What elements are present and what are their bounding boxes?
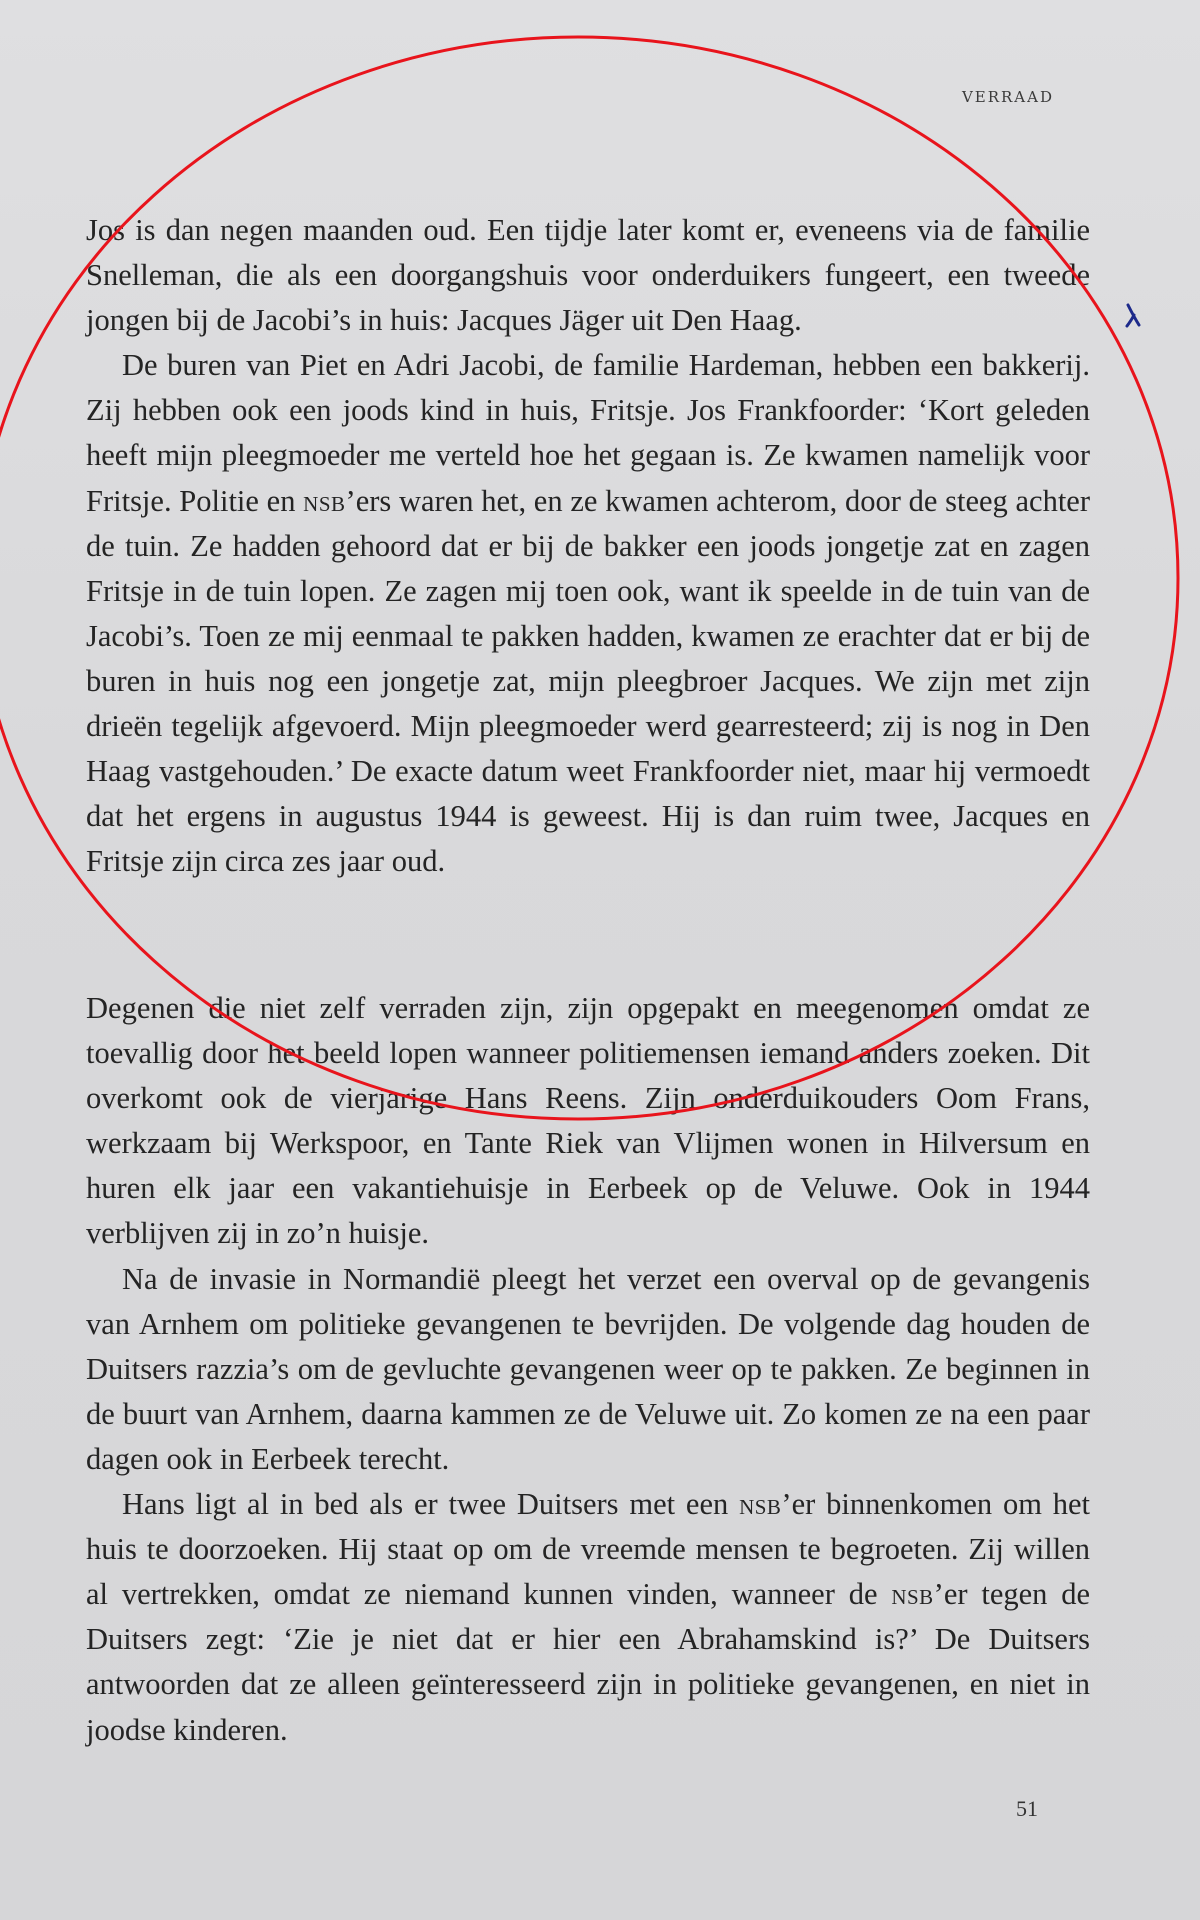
page-number: 51 (1016, 1796, 1038, 1821)
paragraph-5-part-1: Hans ligt al in bed als er twee Duitsers met een (122, 1487, 740, 1522)
nsb-abbreviation: nsb (739, 1487, 782, 1522)
pen-check-mark-icon (1124, 302, 1146, 328)
paragraph-2 (86, 343, 1090, 884)
text-block-1 (86, 208, 1090, 884)
paragraph-5 (86, 1482, 1090, 1753)
nsb-abbreviation: nsb (303, 483, 346, 518)
running-head: VERRAAD (961, 88, 1054, 106)
nsb-abbreviation: nsb (891, 1577, 934, 1612)
paragraph-1: Jos is dan negen maanden oud. Een tijdje later komt er, eveneens via de familie Snelleman, die als een doorgangshuis voor onderduikers fungeert, een tweede jongen bij de Jacobi’s in huis: Jacques Jäger uit Den Haag. (86, 213, 1090, 338)
paragraph-5-part-3: ’er tegen de Duitsers zegt: ‘Zie je niet dat er hier een Abrahamskind is?’ De Duitsers antwoorden dat ze alleen geïnteresseerd zijn in politieke gevangenen, en niet in joodse kinderen. (86, 1577, 1091, 1747)
paragraph-2-part-1: De buren van Piet en Adri Jacobi, de familie Hardeman, hebben een bakkerij. Zij hebben ook een joods kind in huis, Fritsje. Jos Frankfoorder: ‘Kort geleden heeft mijn pleegmoeder me verteld hoe het gegaan is. Ze kwamen namelijk voor Fritsje. Politie en (86, 348, 1090, 518)
paragraph-3: Degenen die niet zelf verraden zijn, zijn opgepakt en meegenomen omdat ze toevallig door het beeld lopen wanneer politiemensen iemand anders zoeken. Dit overkomt ook de vierjarige Hans Reens. Zijn onderduikouders Oom Frans, werkzaam bij Werkspoor, en Tante Riek van Vlijmen wonen in Hilversum en huren elk jaar een vakantiehuisje in Eerbeek op de Veluwe. Ook in 1944 verblijven zij in zo’n huisje. (86, 991, 1090, 1251)
paragraph-2-part-2: ’ers waren het, en ze kwamen achterom, door de steeg achter de tuin. Ze hadden gehoord dat er bij de bakker een joods jongetje zat en zagen Fritsje in de tuin lopen. Ze zagen mij toen ook, want ik speelde in de tuin van de Jacobi’s. Toen ze mij eenmaal te pakken hadden, kwamen ze erachter dat er bij de buren in huis nog een jongetje zat, mijn pleegbroer Jacques. We zijn met zijn drieën tegelijk afgevoerd. Mijn pleegmoeder werd gearresteerd; zij is nog in Den Haag vastgehouden.’ De exacte datum weet Frankfoorder niet, maar hij vermoedt dat het ergens in augustus 1944 is geweest. Hij is dan ruim twee, Jacques en Fritsje zijn circa zes jaar oud. (86, 483, 1090, 879)
paragraph-4: Na de invasie in Normandië pleegt het verzet een overval op de gevangenis van Arnhem om politieke gevangenen te bevrijden. De volgende dag houden de Duitsers razzia’s om de gevluchte gevangenen weer op te pakken. Ze beginnen in de buurt van Arnhem, daarna kammen ze de Veluwe uit. Zo komen ze na een paar dagen ook in Eerbeek terecht. (86, 1261, 1090, 1476)
text-block-2 (86, 986, 1090, 1753)
paragraph-5-part-2: ’er binnenkomen om het huis te doorzoeken. Hij staat op om de vreemde mensen te begroeten. Zij willen al vertrekken, omdat ze niemand kunnen vinden, wanneer de (86, 1487, 1091, 1612)
